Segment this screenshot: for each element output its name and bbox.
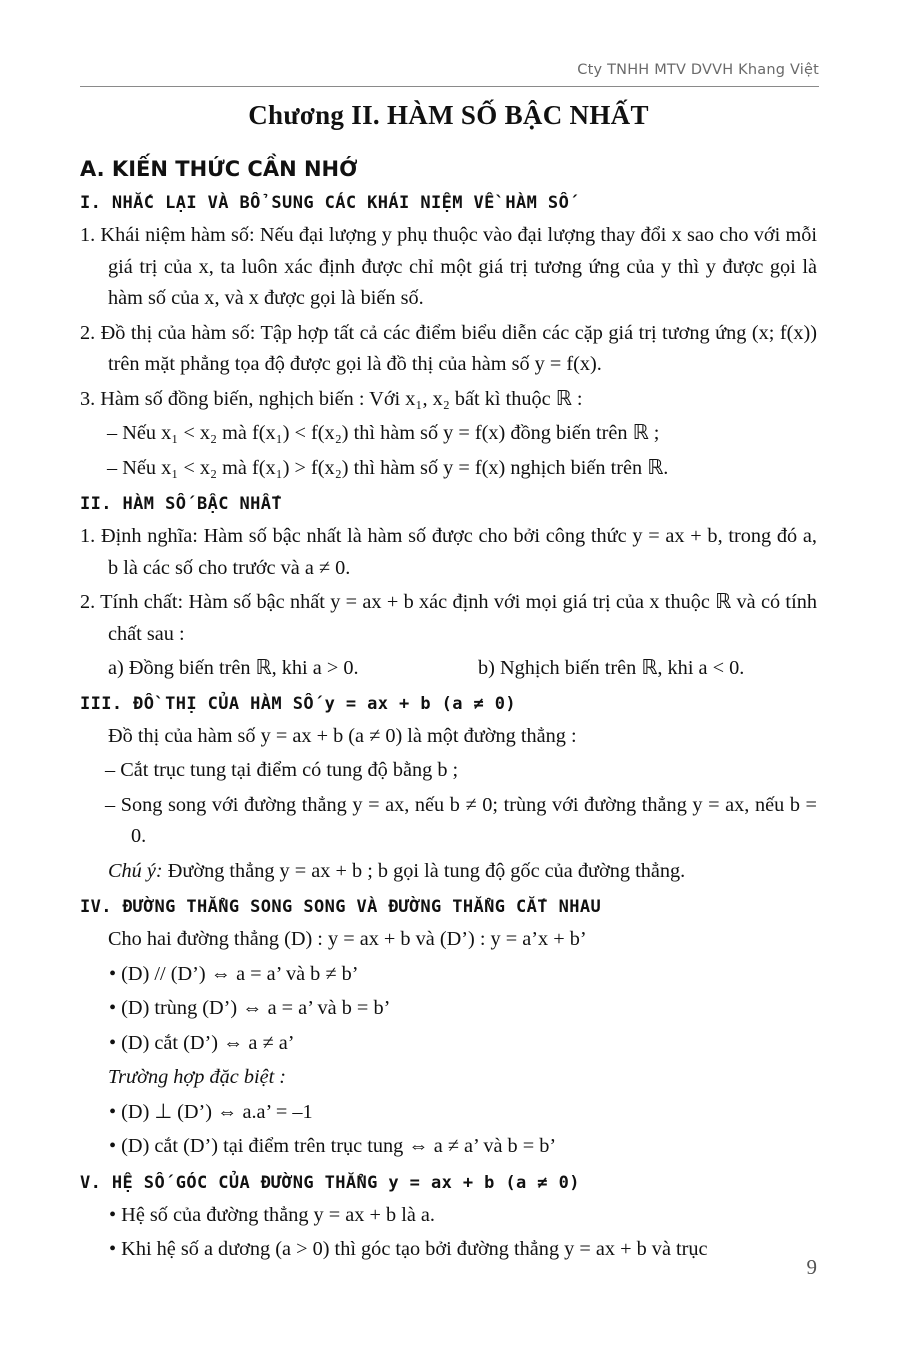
slope-definition: • Hệ số của đường thẳng y = ax + b là a. [109,1203,435,1226]
concept-graph: 2. Đồ thị của hàm số: Tập hợp tất cả các điểm biểu diễn các cặp giá trị tương ứng (x; f(x)) trên mặt phẳng tọa độ được gọi là đồ thị của hàm số y = f(x). [80,321,817,375]
coincide-condition: • (D) trùng (D’) ⇔ a = a’ và b = b’ [109,997,391,1019]
graph-property-intercept: – Cắt trục tung tại điểm có tung độ bằng b ; [105,759,459,781]
graph-property-parallel: – Song song với đường thẳng y = ax, nếu b ≠ 0; trùng với đường thẳng y = ax, nếu b = 0. [105,793,817,847]
linear-properties: 2. Tính chất: Hàm số bậc nhất y = ax + b xác định với mọi giá trị của x thuộc ℝ và có tính chất sau : [80,591,817,645]
decreasing-rule: – Nếu x₁ < x₂ mà f(x₁) > f(x₂) thì hàm số y = f(x) nghịch biến trên ℝ. [107,456,669,479]
properties-row [80,653,817,685]
linear-definition: 1. Định nghĩa: Hàm số bậc nhất là hàm số được cho bởi công thức y = ax + b, trong đó a, b là các số cho trước và a ≠ 0. [80,525,817,579]
intersect-condition: • (D) cắt (D’) ⇔ a ≠ a’ [109,1031,295,1054]
section-5-heading: V. HỆ SỐ GÓC CỦA ĐƯỜNG THẲNG y = ax + b (a ≠ 0) [80,1172,580,1193]
page-content [80,150,817,1269]
section-a-heading: A. KIẾN THỨC CẦN NHỚ [80,157,358,181]
page-number: 9 [806,1255,817,1279]
section-2-heading: II. HÀM SỐ BẬC NHẤT [80,494,283,514]
property-decreasing: b) Nghịch biến trên ℝ, khi a < 0. [478,657,745,679]
section-4-heading: IV. ĐƯỜNG THẲNG SONG SONG VÀ ĐƯỜNG THẲNG CẮT NHAU [80,897,602,917]
y-axis-intersect-condition: • (D) cắt (D’) tại điểm trên trục tung ⇔ a ≠ a’ và b = b’ [109,1135,557,1157]
section-3-heading: III. ĐỒ THỊ CỦA HÀM SỐ y = ax + b (a ≠ 0) [80,693,517,714]
lines-intro: Cho hai đường thẳng (D) : y = ax + b và (D’) : y = a’x + b’ [108,928,587,950]
graph-intro: Đồ thị của hàm số y = ax + b (a ≠ 0) là một đường thẳng : [108,724,577,747]
chapter-title: Chương II. HÀM SỐ BẬC NHẤT [248,100,649,130]
header-divider [80,86,819,87]
special-case-label: Trường hợp đặc biệt : [108,1066,287,1088]
note-text: Đường thẳng y = ax + b ; b gọi là tung độ gốc của đường thẳng. [162,859,686,882]
increasing-rule: – Nếu x₁ < x₂ mà f(x₁) < f(x₂) thì hàm số y = f(x) đồng biến trên ℝ ; [107,422,660,444]
note-label: Chú ý: [108,859,163,882]
publisher-header: Cty TNHH MTV DVVH Khang Việt [577,62,819,78]
slope-positive: • Khi hệ số a dương (a > 0) thì góc tạo bởi đường thẳng y = ax + b và trục [109,1238,708,1260]
parallel-condition: • (D) // (D’) ⇔ a = a’ và b ≠ b’ [109,962,359,985]
graph-note [80,856,817,888]
concept-function: 1. Khái niệm hàm số: Nếu đại lượng y phụ thuộc vào đại lượng thay đổi x sao cho với mỗi giá trị của x, ta luôn xác định được chỉ một giá trị tương ứng của y thì y được gọi là hàm số của x, và x được gọi là biến số. [80,224,817,309]
section-1-heading: I. NHẮC LẠI VÀ BỔ SUNG CÁC KHÁI NIỆM VỀ HÀM SỐ [80,193,570,213]
property-increasing: a) Đồng biến trên ℝ, khi a > 0. [108,657,359,679]
concept-monotonic: 3. Hàm số đồng biến, nghịch biến : Với x₁, x₂ bất kì thuộc ℝ : [80,387,583,410]
perpendicular-condition: • (D) ⊥ (D’) ⇔ a.a’ = –1 [109,1100,313,1123]
